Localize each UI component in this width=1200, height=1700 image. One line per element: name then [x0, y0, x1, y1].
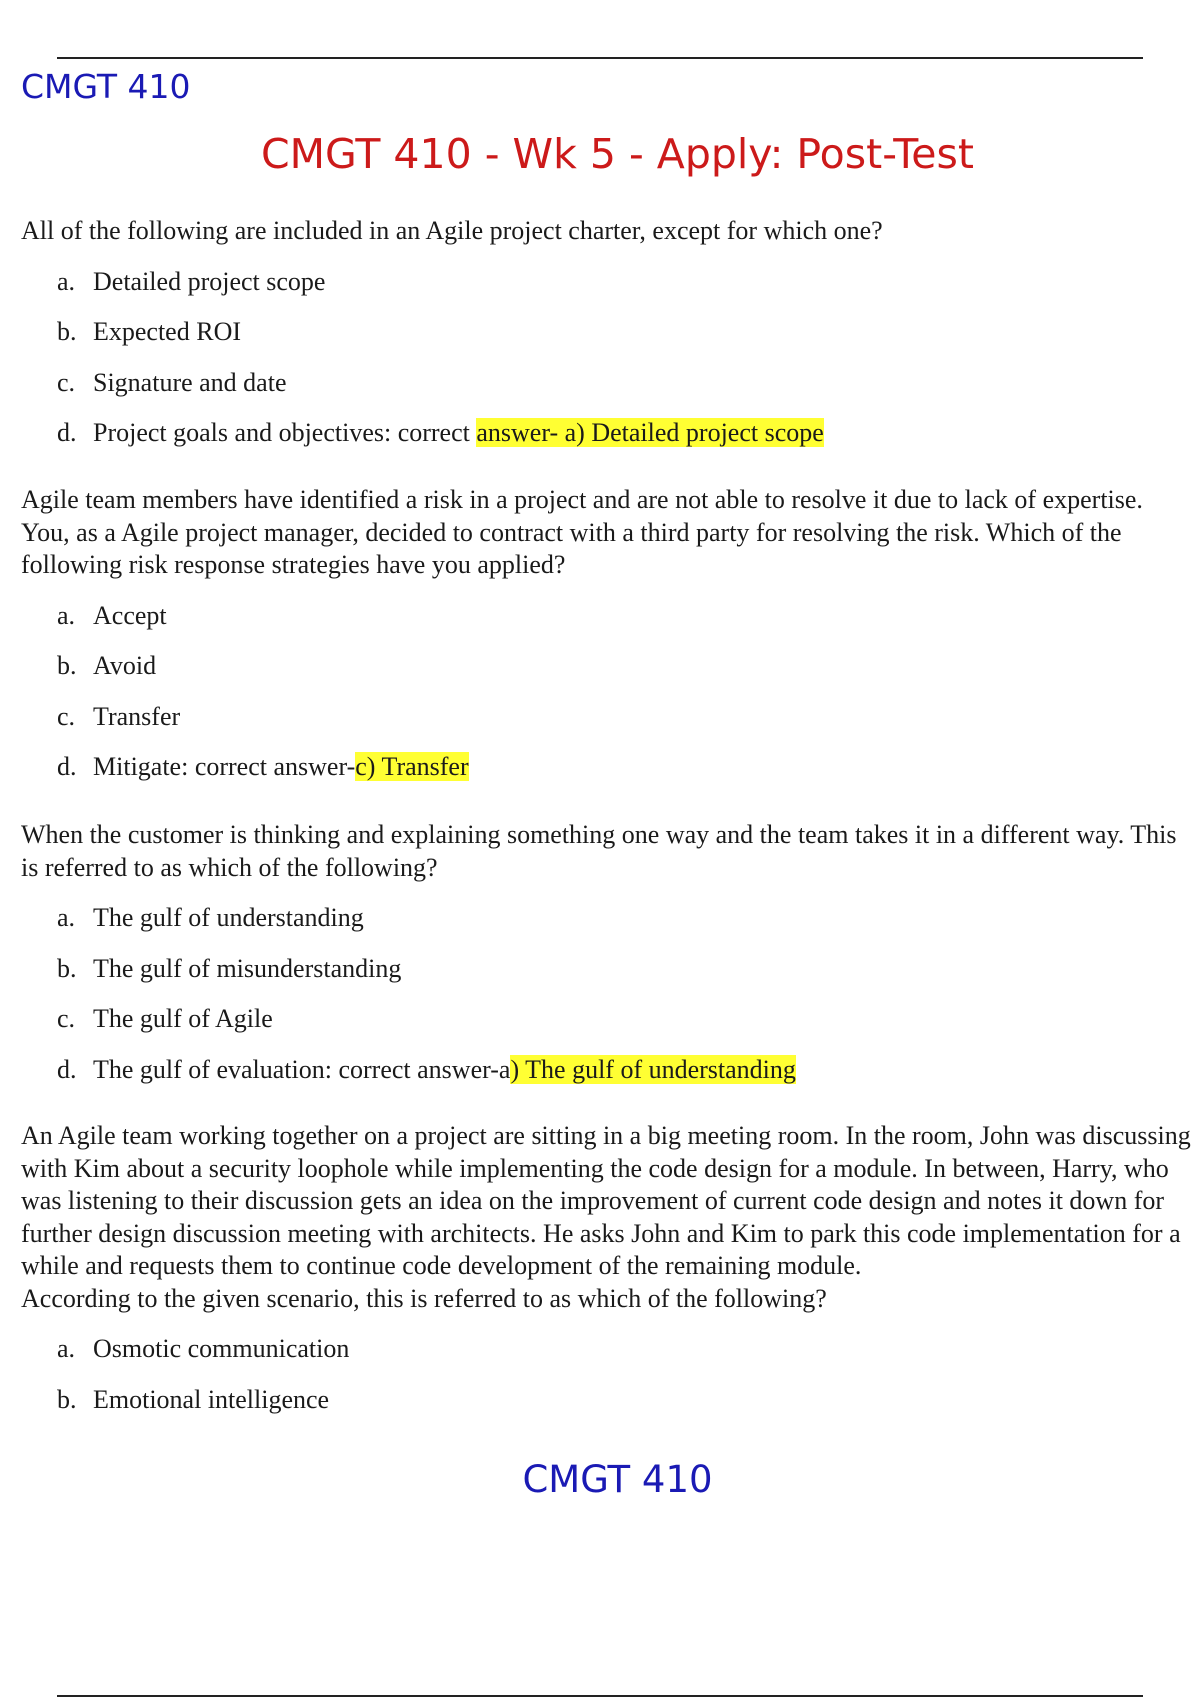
option-letter: c.	[57, 1004, 76, 1033]
option-letter: a.	[57, 903, 76, 932]
course-code-header: CMGT 410	[21, 67, 191, 106]
option-letter: c.	[57, 367, 76, 397]
top-divider	[57, 57, 1143, 59]
option-letter: b.	[57, 1384, 77, 1414]
option-text: Mitigate: correct answer-	[93, 752, 356, 781]
course-code-footer: CMGT 410	[522, 1458, 713, 1501]
option-letter: d.	[57, 1054, 77, 1084]
option-b	[21, 316, 1196, 349]
question-1	[21, 215, 1196, 450]
question-prompt: According to the given scenario, this is referred to as which of the following?	[21, 1283, 827, 1313]
option-text: Accept	[93, 600, 167, 630]
option-text: The gulf of evaluation: correct answer-a	[93, 1054, 511, 1084]
option-text: The gulf of understanding	[93, 903, 364, 932]
correct-answer-highlight: answer- a) Detailed project scope	[476, 418, 824, 447]
question-4	[21, 1120, 1196, 1416]
option-b	[21, 650, 1196, 683]
page-title: CMGT 410 - Wk 5 - Apply: Post-Test	[261, 130, 974, 178]
option-c	[21, 367, 1196, 400]
option-c	[21, 701, 1196, 734]
option-a	[21, 600, 1196, 633]
option-text: Emotional intelligence	[93, 1384, 330, 1414]
question-2	[21, 484, 1196, 784]
option-c	[21, 1003, 1196, 1036]
option-letter: a.	[57, 266, 76, 296]
option-b	[21, 1384, 1196, 1417]
option-b	[21, 953, 1196, 986]
question-text: An Agile team working together on a project are sitting in a big meeting room. In the room, John was discussing with Kim about a security loophole while implementing the code design for a module. In between, Harry, who was listening to their discussion gets an idea on the improvement of current code design and notes it down for further design discussion meeting with architects. He asks John and Kim to park this code implementation for a while and requests them to continue code development of the remaining module.	[21, 1121, 1191, 1280]
option-a	[21, 1333, 1196, 1366]
option-a	[21, 266, 1196, 299]
question-3	[21, 819, 1196, 1086]
question-text: When the customer is thinking and explaining something one way and the team takes it in a different way. This is referred to as which of the following?	[21, 820, 1177, 882]
question-text: All of the following are included in an Agile project charter, except for which one?	[21, 216, 883, 245]
option-letter: b.	[57, 953, 77, 983]
option-text: Osmotic communication	[93, 1334, 350, 1363]
option-a	[21, 902, 1196, 935]
question-text: Agile team members have identified a risk in a project and are not able to resolve it due to lack of expertise. You, as a Agile project manager, decided to contract with a third party for resolving the risk. Which of the following risk response strategies have you applied?	[21, 485, 1143, 579]
option-letter: c.	[57, 701, 76, 731]
bottom-divider	[57, 1695, 1143, 1697]
option-text: Transfer	[93, 701, 181, 731]
option-list	[21, 266, 1196, 450]
option-list	[21, 902, 1196, 1086]
option-list	[21, 1333, 1196, 1416]
option-letter: b.	[57, 317, 77, 346]
option-letter: d.	[57, 752, 77, 781]
option-text: Expected ROI	[93, 317, 242, 346]
correct-answer-highlight: ) The gulf of understanding	[510, 1054, 796, 1084]
option-text: The gulf of Agile	[93, 1004, 273, 1033]
option-text: Detailed project scope	[93, 266, 326, 296]
option-letter: d.	[57, 418, 77, 447]
option-d	[21, 417, 1196, 450]
option-letter: a.	[57, 600, 76, 630]
option-text: Avoid	[93, 651, 157, 680]
option-list	[21, 600, 1196, 784]
option-text: Signature and date	[93, 367, 287, 397]
option-letter: a.	[57, 1334, 76, 1363]
correct-answer-highlight: c) Transfer	[355, 752, 469, 781]
option-d	[21, 751, 1196, 784]
option-text: Project goals and objectives: correct	[93, 418, 477, 447]
option-text: The gulf of misunderstanding	[93, 953, 402, 983]
option-letter: b.	[57, 651, 77, 680]
option-d	[21, 1054, 1196, 1087]
